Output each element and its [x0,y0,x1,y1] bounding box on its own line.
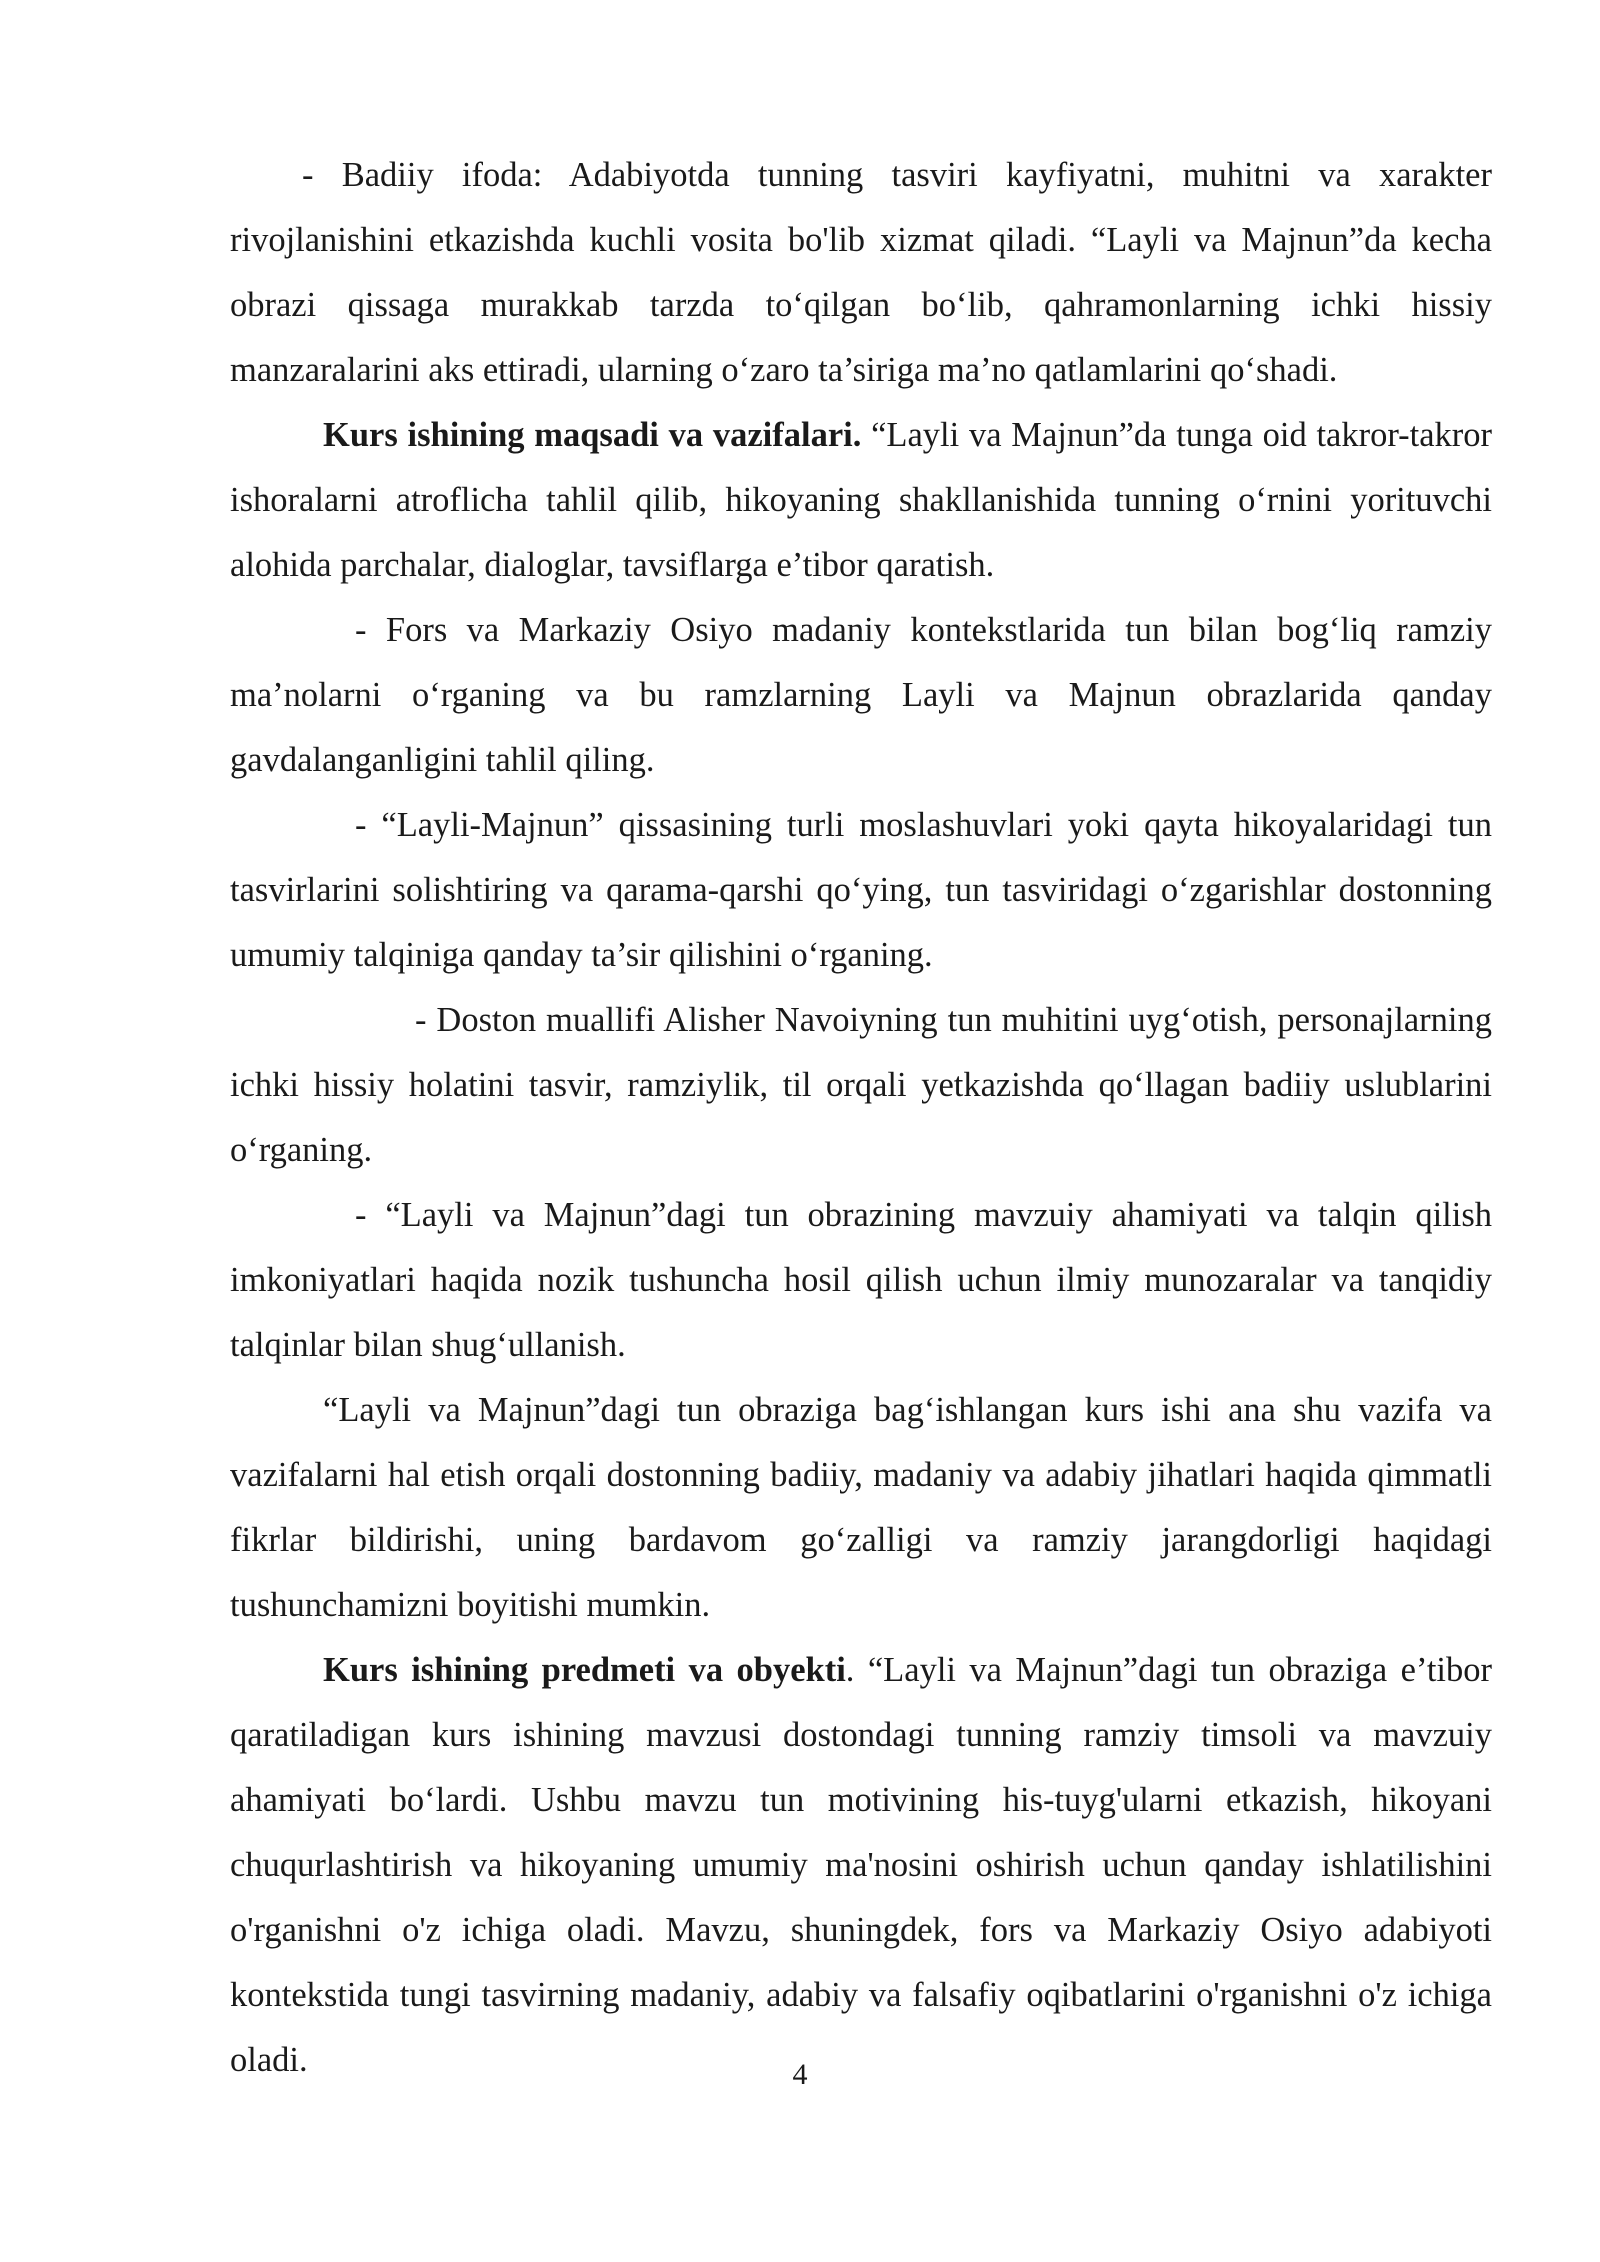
paragraph-text: . “Layli va Majnun”dagi tun obraziga e’tibor qaratiladigan kurs ishining mavzusi dostondagi tunning ramziy timsoli va mavzuiy ahamiyati bo‘lardi. Ushbu mavzu tun motivining his-tuyg'ularni etkazish, hikoyani chuqurlashtirish va hikoyaning umumiy ma'nosini oshirish uchun qanday ishlatilishini o'rganishni o'z ichiga oladi. Mavzu, shuningdek, fors va Markaziy Osiyo adabiyoti kontekstida tungi tasvirning madaniy, adabiy va falsafiy oqibatlarini o'rganishni o'z ichiga oladi. [230,1651,1492,2079]
page-body [230,143,1492,2093]
paragraph-text: - “Layli va Majnun”dagi tun obrazining mavzuiy ahamiyati va talqin qilish imkoniyatlari haqida nozik tushuncha hosil qilish uchun ilmiy munozaralar va tanqidiy talqinlar bilan shug‘ullanish. [230,1196,1492,1364]
paragraph-heading: Kurs ishining predmeti va obyekti [323,1651,846,1689]
page-number: 4 [792,2058,808,2091]
paragraph-text: - “Layli-Majnun” qissasining turli moslashuvlari yoki qayta hikoyalaridagi tun tasvirlarini solishtiring va qarama-qarshi qo‘ying, tun tasviridagi o‘zgarishlar dostonning umumiy talqiniga qanday ta’sir qilishini o‘rganing. [230,806,1492,974]
paragraph-task-munozaralar [230,1183,1492,1378]
paragraph-text: - Fors va Markaziy Osiyo madaniy kontekstlarida tun bilan bog‘liq ramziy ma’nolarni o‘rganing va bu ramzlarning Layli va Majnun obrazlarida qanday gavdalanganligini tahlil qiling. [230,611,1492,779]
paragraph-maqsadi-vazifalari [230,403,1492,598]
paragraph-summary [230,1378,1492,1638]
paragraph-text: - Badiiy ifoda: Adabiyotda tunning tasviri kayfiyatni, muhitni va xarakter rivojlanishini etkazishda kuchli vosita bo'lib xizmat qiladi. “Layli va Majnun”da kecha obrazi qissaga murakkab tarzda to‘qilgan bo‘lib, qahramonlarning ichki hissiy manzaralarini aks ettiradi, ularning o‘zaro ta’siriga ma’no qatlamlarini qo‘shadi. [230,156,1492,389]
paragraph-heading: Kurs ishining maqsadi va vazifalari. [323,416,862,454]
paragraph-text: - Doston muallifi Alisher Navoiyning tun muhitini uyg‘otish, personajlarning ichki hissiy holatini tasvir, ramziylik, til orqali yetkazishda qo‘llagan badiiy uslublarini o‘rganing. [230,1001,1492,1169]
paragraph-text: “Layli va Majnun”da tunga oid takror-takror ishoralarni atroflicha tahlil qilib, hikoyaning shakllanishida tunning o‘rnini yorituvchi alohida parchalar, dialoglar, tavsiflarga e’tibor qaratish. [230,416,1492,584]
paragraph-task-moslashuvlar [230,793,1492,988]
paragraph-badiiy-ifoda [230,143,1492,403]
paragraph-text: “Layli va Majnun”dagi tun obraziga bag‘ishlangan kurs ishi ana shu vazifa va vazifalarni hal etish orqali dostonning badiiy, madaniy va adabiy jihatlari haqida qimmatli fikrlar bildirishi, uning bardavom go‘zalligi va ramziy jarangdorligi haqidagi tushunchamizni boyitishi mumkin. [230,1391,1492,1624]
paragraph-task-navoiy [230,988,1492,1183]
paragraph-predmeti-obyekti [230,1638,1492,2093]
paragraph-task-fors-markaziy-osiyo [230,598,1492,793]
